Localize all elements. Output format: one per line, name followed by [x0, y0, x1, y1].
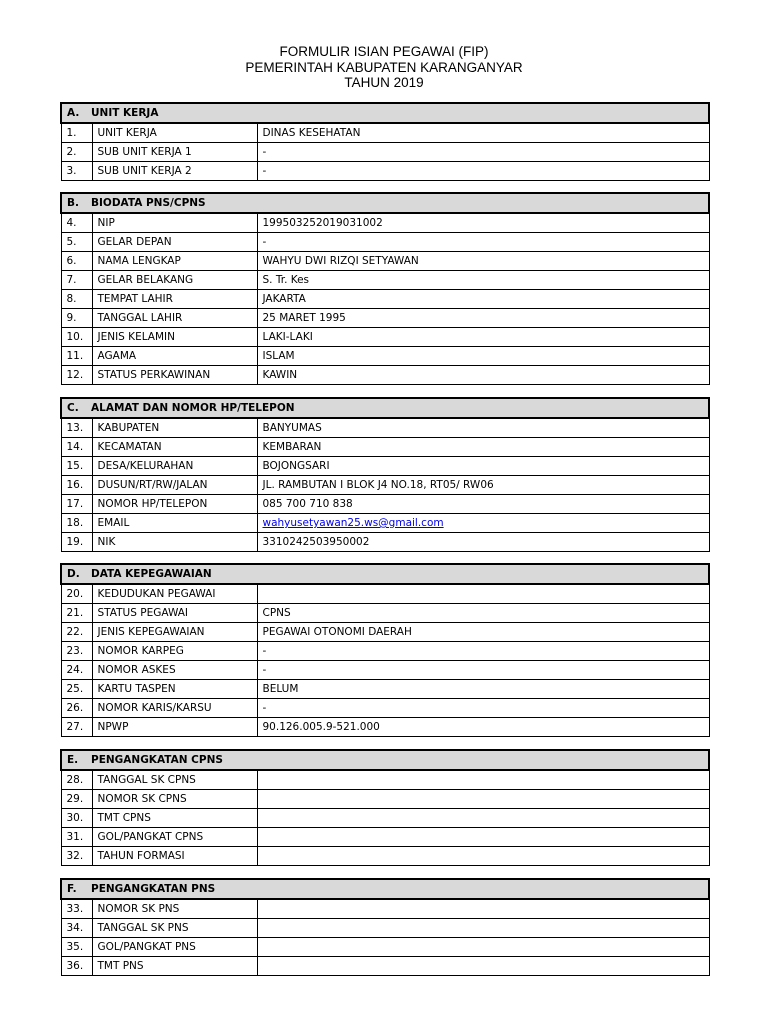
section-table [60, 192, 710, 385]
field-label: NIK [92, 533, 257, 552]
section-letter: C. [67, 402, 79, 414]
field-label: KABUPATEN [92, 418, 257, 438]
table-row [61, 642, 709, 661]
row-number: 21. [61, 604, 92, 623]
field-label: TEMPAT LAHIR [92, 290, 257, 309]
field-label: NOMOR HP/TELEPON [92, 495, 257, 514]
field-value: BELUM [257, 680, 709, 699]
table-row [61, 476, 709, 495]
table-row [61, 718, 709, 737]
field-value: - [257, 699, 709, 718]
table-row [61, 213, 709, 233]
table-row [61, 162, 709, 181]
section-a [60, 102, 710, 181]
row-number: 7. [61, 271, 92, 290]
field-value: - [257, 162, 709, 181]
field-label: NPWP [92, 718, 257, 737]
field-value [257, 847, 709, 866]
section-header [61, 750, 709, 770]
field-label: NOMOR ASKES [92, 661, 257, 680]
row-number: 16. [61, 476, 92, 495]
field-label: TMT CPNS [92, 809, 257, 828]
row-number: 2. [61, 143, 92, 162]
table-row [61, 514, 709, 533]
field-value: DINAS KESEHATAN [257, 123, 709, 143]
table-row [61, 457, 709, 476]
field-value: KAWIN [257, 366, 709, 385]
field-label: GOL/PANGKAT PNS [92, 938, 257, 957]
row-number: 22. [61, 623, 92, 642]
field-value: 25 MARET 1995 [257, 309, 709, 328]
row-number: 14. [61, 438, 92, 457]
table-row [61, 347, 709, 366]
field-label: GELAR DEPAN [92, 233, 257, 252]
field-value: 085 700 710 838 [257, 495, 709, 514]
section-c [60, 397, 710, 552]
table-row [61, 290, 709, 309]
section-letter: D. [67, 568, 80, 580]
table-row [61, 438, 709, 457]
field-label: NAMA LENGKAP [92, 252, 257, 271]
field-label: KECAMATAN [92, 438, 257, 457]
row-number: 25. [61, 680, 92, 699]
field-value: LAKI-LAKI [257, 328, 709, 347]
section-title: UNIT KERJA [91, 107, 159, 119]
section-title: PENGANGKATAN PNS [91, 883, 216, 895]
section-title: DATA KEPEGAWAIAN [91, 568, 212, 580]
table-row [61, 938, 709, 957]
section-header [61, 879, 709, 899]
table-row [61, 328, 709, 347]
field-value: BANYUMAS [257, 418, 709, 438]
field-value [257, 938, 709, 957]
field-label: NOMOR KARIS/KARSU [92, 699, 257, 718]
field-value: CPNS [257, 604, 709, 623]
field-value [257, 828, 709, 847]
field-label: TMT PNS [92, 957, 257, 976]
table-row [61, 533, 709, 552]
field-label: AGAMA [92, 347, 257, 366]
field-label: DESA/KELURAHAN [92, 457, 257, 476]
field-value [257, 790, 709, 809]
field-value: KEMBARAN [257, 438, 709, 457]
field-value: 199503252019031002 [257, 213, 709, 233]
table-row [61, 957, 709, 976]
row-number: 24. [61, 661, 92, 680]
field-value: - [257, 143, 709, 162]
row-number: 28. [61, 770, 92, 790]
field-label: STATUS PEGAWAI [92, 604, 257, 623]
field-value: - [257, 233, 709, 252]
field-label: TANGGAL LAHIR [92, 309, 257, 328]
field-label: TAHUN FORMASI [92, 847, 257, 866]
section-table [60, 878, 710, 976]
section-letter: B. [67, 197, 79, 209]
row-number: 5. [61, 233, 92, 252]
row-number: 13. [61, 418, 92, 438]
section-letter: A. [67, 107, 80, 119]
field-label: NIP [92, 213, 257, 233]
row-number: 9. [61, 309, 92, 328]
row-number: 6. [61, 252, 92, 271]
table-row [61, 899, 709, 919]
field-value [257, 957, 709, 976]
table-row [61, 123, 709, 143]
section-header [61, 193, 709, 213]
field-value: S. Tr. Kes [257, 271, 709, 290]
table-row [61, 309, 709, 328]
table-row [61, 418, 709, 438]
field-value [257, 899, 709, 919]
field-label: EMAIL [92, 514, 257, 533]
field-label: KARTU TASPEN [92, 680, 257, 699]
row-number: 33. [61, 899, 92, 919]
title-line-2: PEMERINTAH KABUPATEN KARANGANYAR [245, 59, 523, 75]
section-title: BIODATA PNS/CPNS [91, 197, 206, 209]
section-header [61, 564, 709, 584]
row-number: 15. [61, 457, 92, 476]
row-number: 26. [61, 699, 92, 718]
field-value: ISLAM [257, 347, 709, 366]
table-row [61, 366, 709, 385]
row-number: 35. [61, 938, 92, 957]
section-table [60, 749, 710, 866]
field-value: 90.126.005.9-521.000 [257, 718, 709, 737]
row-number: 17. [61, 495, 92, 514]
field-label: GELAR BELAKANG [92, 271, 257, 290]
section-d [60, 563, 710, 737]
row-number: 19. [61, 533, 92, 552]
table-row [61, 680, 709, 699]
row-number: 11. [61, 347, 92, 366]
field-value: 3310242503950002 [257, 533, 709, 552]
table-row [61, 252, 709, 271]
field-value [257, 919, 709, 938]
field-label: STATUS PERKAWINAN [92, 366, 257, 385]
section-title: PENGANGKATAN CPNS [91, 754, 223, 766]
section-e [60, 749, 710, 866]
field-value: WAHYU DWI RIZQI SETYAWAN [257, 252, 709, 271]
field-label: SUB UNIT KERJA 1 [92, 143, 257, 162]
field-label: KEDUDUKAN PEGAWAI [92, 584, 257, 604]
field-label: GOL/PANGKAT CPNS [92, 828, 257, 847]
row-number: 27. [61, 718, 92, 737]
table-row [61, 271, 709, 290]
row-number: 12. [61, 366, 92, 385]
table-row [61, 143, 709, 162]
table-row [61, 584, 709, 604]
table-row [61, 604, 709, 623]
table-row [61, 919, 709, 938]
form-title [0, 44, 768, 91]
field-label: JENIS KELAMIN [92, 328, 257, 347]
table-row [61, 233, 709, 252]
table-row [61, 847, 709, 866]
email-link[interactable]: wahyusetyawan25.ws@gmail.com [257, 514, 709, 533]
table-row [61, 623, 709, 642]
section-b [60, 192, 710, 385]
field-value [257, 584, 709, 604]
row-number: 10. [61, 328, 92, 347]
row-number: 3. [61, 162, 92, 181]
field-label: NOMOR SK PNS [92, 899, 257, 919]
row-number: 31. [61, 828, 92, 847]
title-line-3: TAHUN 2019 [344, 75, 424, 90]
field-value [257, 770, 709, 790]
field-value: JL. RAMBUTAN I BLOK J4 NO.18, RT05/ RW06 [257, 476, 709, 495]
field-label: NOMOR KARPEG [92, 642, 257, 661]
field-label: TANGGAL SK CPNS [92, 770, 257, 790]
row-number: 34. [61, 919, 92, 938]
section-letter: E. [67, 754, 79, 766]
field-label: SUB UNIT KERJA 2 [92, 162, 257, 181]
row-number: 36. [61, 957, 92, 976]
field-value: - [257, 642, 709, 661]
table-row [61, 828, 709, 847]
section-header [61, 103, 709, 123]
row-number: 32. [61, 847, 92, 866]
title-line-1: FORMULIR ISIAN PEGAWAI (FIP) [279, 44, 489, 59]
section-letter: F. [67, 883, 77, 895]
field-value: BOJONGSARI [257, 457, 709, 476]
row-number: 20. [61, 584, 92, 604]
field-value: - [257, 661, 709, 680]
field-label: DUSUN/RT/RW/JALAN [92, 476, 257, 495]
field-label: UNIT KERJA [92, 123, 257, 143]
section-table [60, 102, 710, 181]
row-number: 8. [61, 290, 92, 309]
section-f [60, 878, 710, 976]
field-value: PEGAWAI OTONOMI DAERAH [257, 623, 709, 642]
row-number: 4. [61, 213, 92, 233]
row-number: 29. [61, 790, 92, 809]
table-row [61, 770, 709, 790]
section-table [60, 563, 710, 737]
field-value: JAKARTA [257, 290, 709, 309]
field-label: TANGGAL SK PNS [92, 919, 257, 938]
row-number: 23. [61, 642, 92, 661]
field-value [257, 809, 709, 828]
field-label: JENIS KEPEGAWAIAN [92, 623, 257, 642]
table-row [61, 495, 709, 514]
section-title: ALAMAT DAN NOMOR HP/TELEPON [91, 402, 295, 414]
section-header [61, 398, 709, 418]
table-row [61, 809, 709, 828]
field-label: NOMOR SK CPNS [92, 790, 257, 809]
section-table [60, 397, 710, 552]
table-row [61, 661, 709, 680]
row-number: 18. [61, 514, 92, 533]
table-row [61, 790, 709, 809]
row-number: 30. [61, 809, 92, 828]
table-row [61, 699, 709, 718]
row-number: 1. [61, 123, 92, 143]
